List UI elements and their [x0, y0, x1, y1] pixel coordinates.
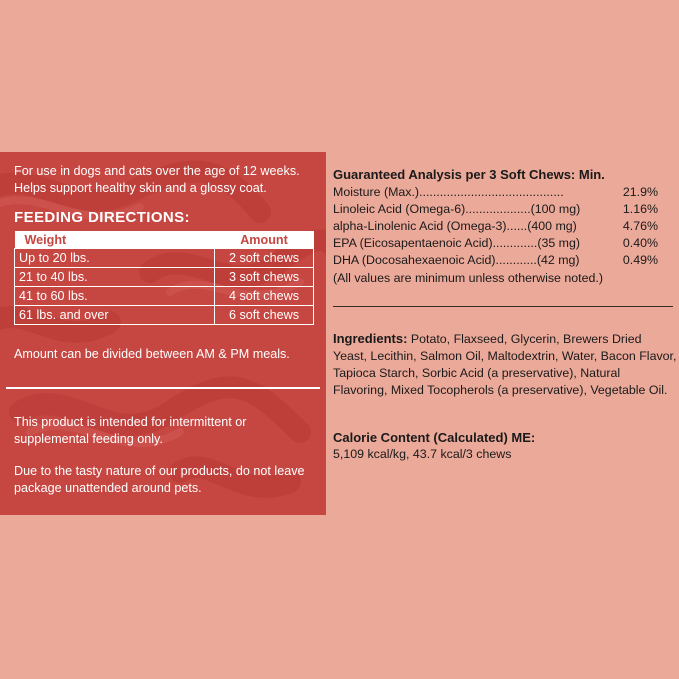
feeding-directions-heading: FEEDING DIRECTIONS: — [14, 209, 190, 226]
section-divider — [333, 306, 673, 307]
intermittent-note: This product is intended for intermittent or supplemental feeding only. — [14, 415, 247, 446]
analysis-value: 4.76% — [622, 219, 658, 233]
table-row — [15, 249, 314, 268]
weight-cell: 41 to 60 lbs. — [15, 287, 215, 306]
analysis-label: DHA (Docosahexaenoic Acid)............(42 mg) — [333, 253, 580, 267]
analysis-label: Linoleic Acid (Omega-6)...................(100 mg) — [333, 202, 581, 216]
weight-column-header: Weight — [15, 231, 215, 249]
weight-cell: 21 to 40 lbs. — [15, 268, 215, 287]
ingredients-text: Potato, Flaxseed, Glycerin, Brewers Dried Yeast, Lecithin, Salmon Oil, Maltodextrin, Water, Bacon Flavor, Tapioca Starch, Sorbic Acid (a preservative), Natural Flavoring, Mixed Tocopherols (a preservative), Vegetable Oil. — [333, 332, 677, 397]
calorie-text: 5,109 kcal/kg, 43.7 kcal/3 chews — [333, 447, 512, 461]
amount-column-header: Amount — [215, 231, 314, 249]
tasty-note: Due to the tasty nature of our products, do not leave package unattended around pets. — [14, 464, 305, 495]
panel-divider — [6, 387, 320, 389]
ingredients-block — [333, 330, 677, 399]
feeding-table-header — [15, 231, 314, 249]
analysis-value: 1.16% — [622, 202, 658, 216]
calorie-label: Calorie Content (Calculated) ME: — [333, 430, 536, 445]
analysis-label: EPA (Eicosapentaenoic Acid).............(35 mg) — [333, 236, 581, 250]
analysis-row — [333, 236, 658, 253]
analysis-row — [333, 219, 658, 236]
analysis-row — [333, 202, 658, 219]
analysis-label: alpha-Linolenic Acid (Omega-3)......(400 mg) — [333, 219, 577, 233]
ingredients-label: Ingredients: — [333, 331, 408, 346]
feeding-panel — [0, 152, 326, 515]
table-row — [15, 306, 314, 325]
analysis-value: 0.40% — [622, 236, 658, 250]
table-row — [15, 268, 314, 287]
guaranteed-analysis-title: Guaranteed Analysis per 3 Soft Chews: Min. — [333, 167, 605, 182]
weight-cell: 61 lbs. and over — [15, 306, 215, 325]
feeding-table — [14, 231, 314, 325]
amount-cell: 3 soft chews — [215, 268, 314, 287]
analysis-row — [333, 253, 658, 270]
amount-cell: 2 soft chews — [215, 249, 314, 268]
analysis-row — [333, 185, 658, 202]
intro-text: For use in dogs and cats over the age of 12 weeks. Helps support healthy skin and a glossy coat. — [14, 164, 300, 195]
table-row — [15, 287, 314, 306]
analysis-footnote: (All values are minimum unless otherwise noted.) — [333, 271, 603, 285]
amount-cell: 6 soft chews — [215, 306, 314, 325]
analysis-value: 21.9% — [622, 185, 658, 199]
amount-cell: 4 soft chews — [215, 287, 314, 306]
bacon-texture-decoration — [0, 152, 326, 515]
analysis-value: 0.49% — [622, 253, 658, 267]
weight-cell: Up to 20 lbs. — [15, 249, 215, 268]
divide-note: Amount can be divided between AM & PM meals. — [14, 347, 290, 361]
analysis-label: Moisture (Max.).......................................... — [333, 185, 564, 199]
